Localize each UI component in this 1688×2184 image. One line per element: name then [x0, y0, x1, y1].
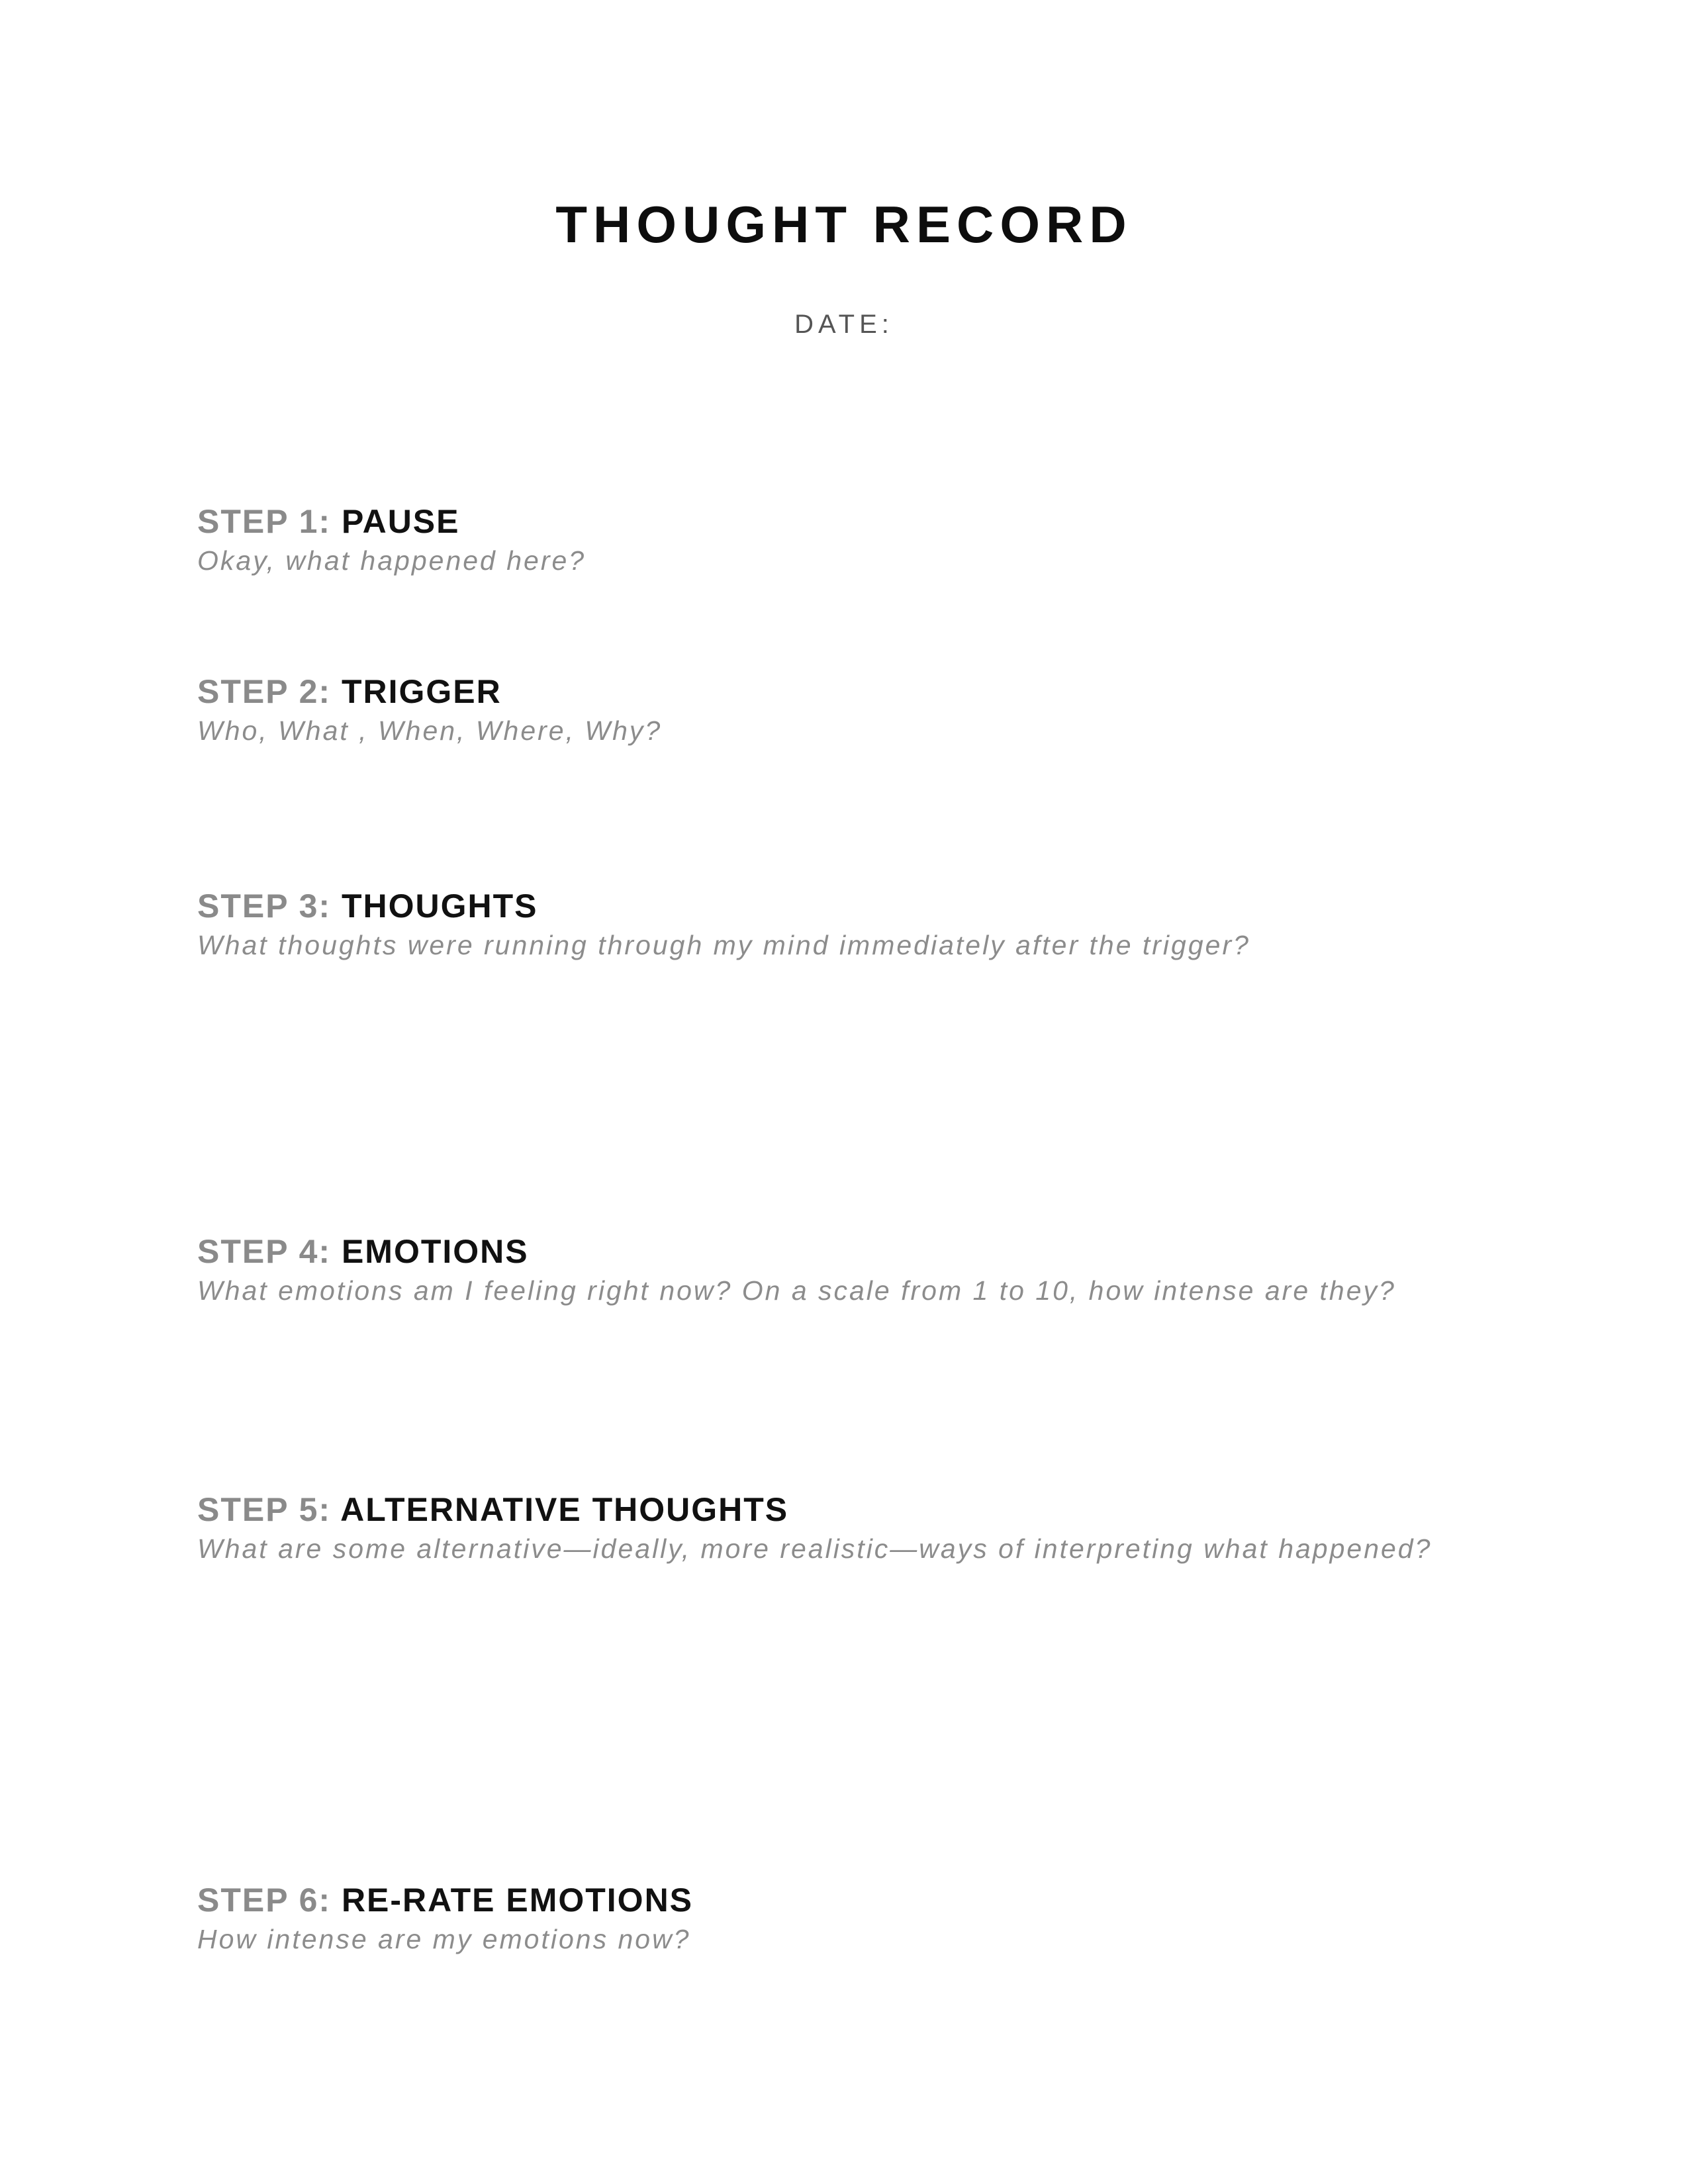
step-name: THOUGHTS [341, 887, 538, 925]
step-re-rate-emotions [197, 1884, 1521, 1953]
step-number: STEP 4: [197, 1233, 332, 1270]
step-heading [197, 1884, 1521, 1917]
step-name: TRIGGER [341, 673, 502, 710]
step-alternative-thoughts [197, 1493, 1521, 1563]
step-prompt: How intense are my emotions now? [197, 1924, 691, 1954]
step-heading [197, 675, 1521, 708]
step-pause [197, 505, 1521, 574]
step-name: EMOTIONS [341, 1233, 529, 1270]
step-heading [197, 505, 1521, 538]
step-prompt: What thoughts were running through my mind immediately after the trigger? [197, 930, 1250, 960]
step-trigger [197, 675, 1521, 745]
step-prompt: Okay, what happened here? [197, 545, 586, 576]
step-heading [197, 1493, 1521, 1526]
date-label: DATE: [794, 310, 894, 339]
step-number: STEP 2: [197, 673, 332, 710]
step-prompt: Who, What , When, Where, Why? [197, 715, 663, 746]
page-title: THOUGHT RECORD [555, 195, 1133, 253]
step-emotions [197, 1235, 1521, 1304]
step-name: ALTERNATIVE THOUGHTS [340, 1491, 789, 1528]
step-number: STEP 3: [197, 887, 332, 925]
step-heading [197, 1235, 1521, 1268]
step-name: PAUSE [341, 503, 460, 540]
step-prompt: What are some alternative—ideally, more realistic—ways of interpreting what happened? [197, 1533, 1432, 1564]
step-number: STEP 1: [197, 503, 332, 540]
step-number: STEP 6: [197, 1882, 332, 1919]
step-number: STEP 5: [197, 1491, 332, 1528]
step-thoughts [197, 889, 1521, 959]
step-prompt: What emotions am I feeling right now? On a scale from 1 to 10, how intense are they? [197, 1275, 1396, 1306]
step-heading [197, 889, 1521, 923]
step-name: RE-RATE EMOTIONS [341, 1882, 694, 1919]
